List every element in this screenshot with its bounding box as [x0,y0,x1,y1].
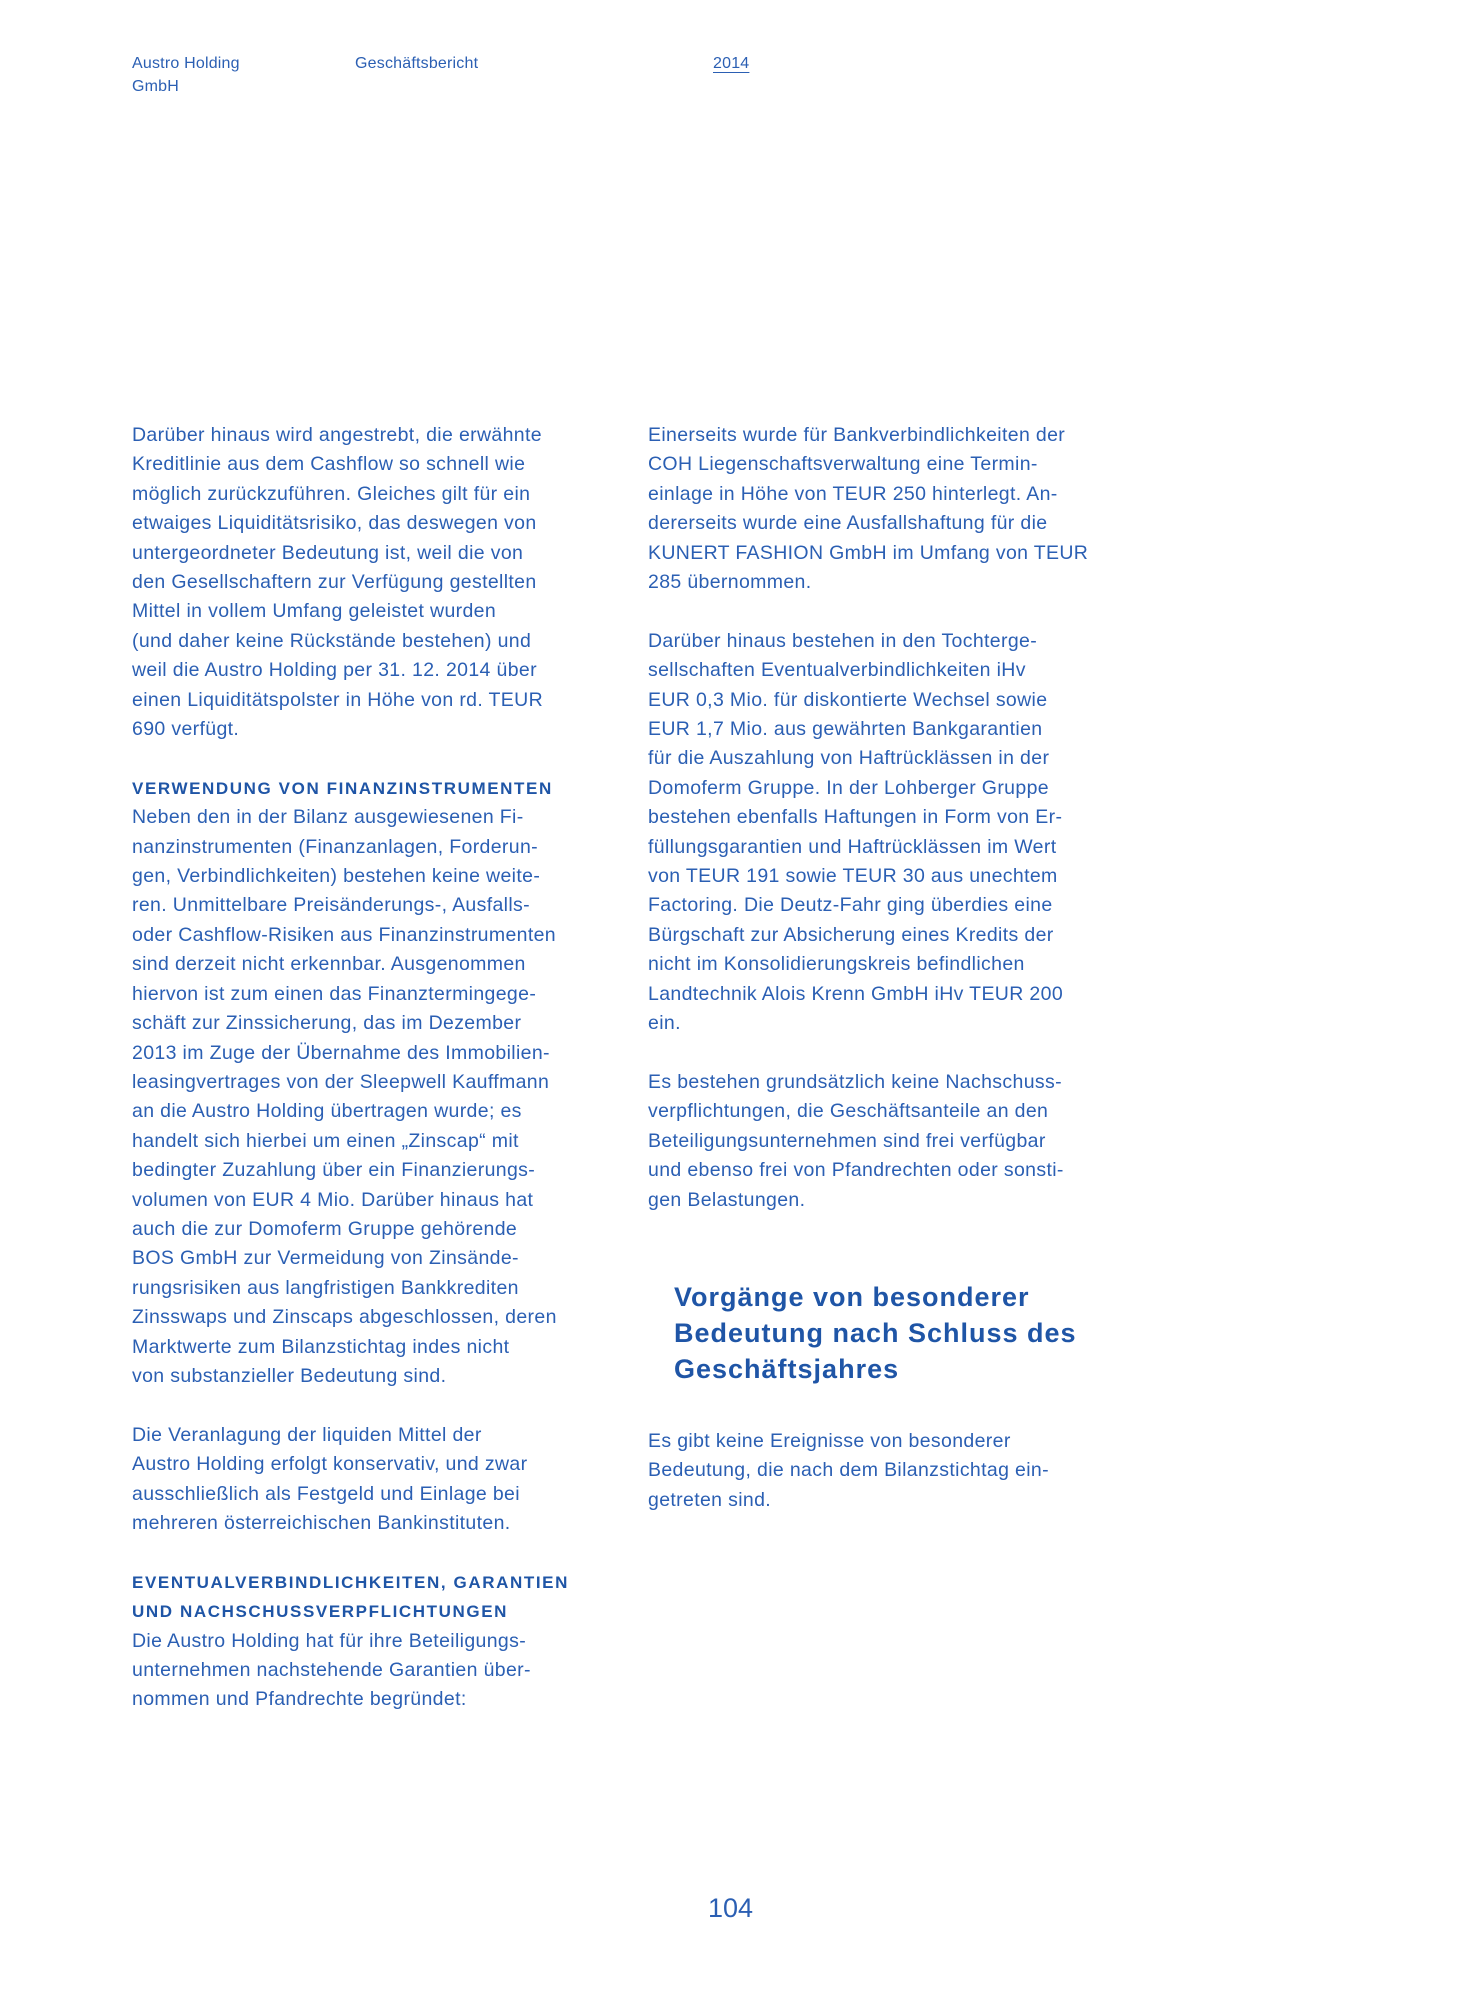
header-company: Austro Holding GmbH [132,55,240,95]
right-column [648,421,1148,1545]
paragraph: Die Austro Holding hat für ihre Beteiligungs- unternehmen nachstehende Garantien über- nommen und Pfandrechte begründet: [132,1629,531,1711]
section-title: Vorgänge von besonderer Bedeutung nach Schluss des Geschäftsjahres [674,1281,1077,1384]
paragraph: Neben den in der Bilanz ausgewiesenen Fi- nanzinstrumenten (Finanzanlagen, Forderun- gen, Verbindlichkeiten) bestehen keine weite- ren. Unmittelbare Preisänderungs-, Ausfalls- oder Cashflow-Risiken aus Finanzinstrumenten sind derzeit nicht erkennbar. Ausgenommen hiervon ist zum einen das Finanztermingege- schäft zur Zinssicherung, das im Dezember 2013 im Zuge der Übernahme des Immobilien- leasingvertrages von der Sleepwell Kauffmann an die Austro Holding übertragen wurde; es handelt sich hierbei um einen „Zinscap“ mit bedingter Zuzahlung über ein Finanzierungs- volumen von EUR 4 Mio. Darüber hinaus hat auch die zur Domoferm Gruppe gehörende BOS GmbH zur Vermeidung von Zinsände- rungsrisiken aus langfristigen Bankkrediten Zinsswaps und Zinscaps abgeschlossen, deren Marktwerte zum Bilanzstichtag indes nicht von substanzieller Bedeutung sind. [132,806,557,1387]
paragraph: Darüber hinaus bestehen in den Tochterge- sellschaften Eventualverbindlichkeiten iHv EUR 0,3 Mio. für diskontierte Wechsel sowie EUR 1,7 Mio. aus gewährten Bankgarantien für die Auszahlung von Haftrücklässen in der Domoferm Gruppe. In der Lohberger Gruppe bestehen ebenfalls Haftungen in Form von Er- füllungsgarantien und Haftrücklässen im Wert von TEUR 191 sowie TEUR 30 aus unechtem Factoring. Die Deutz-Fahr ging überdies eine Bürgschaft zur Absicherung eines Kredits der nicht im Konsolidierungskreis befindlichen Landtechnik Alois Krenn GmbH iHv TEUR 200 ein. [648,629,1064,1035]
paragraph: Die Veranlagung der liquiden Mittel der Austro Holding erfolgt konservativ, und zwar ausschließlich als Festgeld und Einlage bei mehreren österreichischen Bankinstituten. [132,1423,528,1534]
header-report-title: Geschäftsbericht [355,55,479,72]
page-number: 104 [707,1893,754,1923]
paragraph: Einerseits wurde für Bankverbindlichkeiten der COH Liegenschaftsverwaltung eine Termin- einlage in Höhe von TEUR 250 hinterlegt. An- dererseits wurde eine Ausfallshaftung für die KUNERT FASHION GmbH im Umfang von TEUR 285 übernommen. [648,424,1089,594]
subheading-finanzinstrumente: VERWENDUNG VON FINANZINSTRUMENTEN [132,778,553,798]
paragraph: Es bestehen grundsätzlich keine Nachschuss- verpflichtungen, die Geschäftsanteile an den Beteiligungsunternehmen sind frei verfügbar und ebenso frei von Pfandrechten oder sonsti- gen Belastungen. [648,1070,1064,1211]
paragraph: Es gibt keine Ereignisse von besonderer Bedeutung, die nach dem Bilanzstichtag ein- getreten sind. [648,1429,1049,1511]
subheading-eventualverbindlichkeiten: EVENTUALVERBINDLICHKEITEN, GARANTIEN UND NACHSCHUSSVERPFLICHTUNGEN [132,1572,569,1622]
header-year: 2014 [713,55,750,72]
paragraph: Darüber hinaus wird angestrebt, die erwähnte Kreditlinie aus dem Cashflow so schnell wie möglich zurückzuführen. Gleiches gilt für ein etwaiges Liquiditätsrisiko, das deswegen von untergeordneter Bedeutung ist, weil die von den Gesellschaftern zur Verfügung gestellten Mittel in vollem Umfang geleistet wurden (und daher keine Rückstände bestehen) und weil die Austro Holding per 31. 12. 2014 über einen Liquiditätspolster in Höhe von rd. TEUR 690 verfügt. [132,424,544,741]
left-column [132,421,632,1744]
